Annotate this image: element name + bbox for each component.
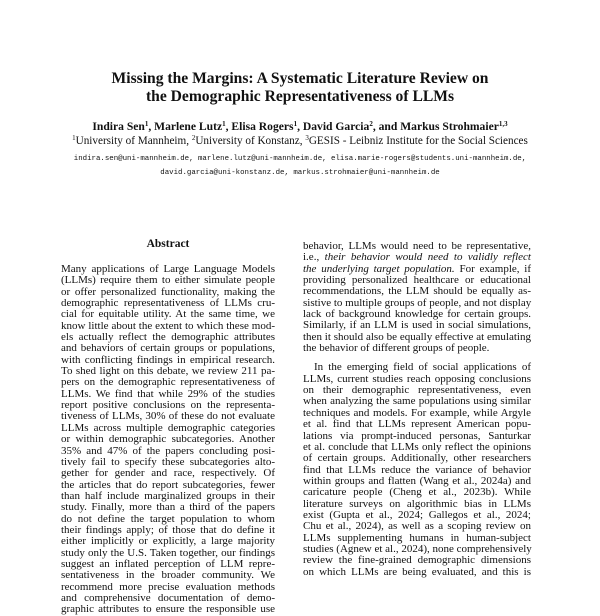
- text-line: pers on the demographic representativeness of: [61, 376, 275, 389]
- text-line: sentativeness in the broader community. We: [61, 569, 275, 582]
- text-line: find that LLMs reduce the variance of behavior: [303, 463, 531, 476]
- author-list: Indira Sen$^1$, Marlene Lutz$^1$, Elisa Rogers$^1$, David Garcia$^2$, and Markus Strohmaier$^{1,3}$: [92, 120, 508, 133]
- text-line: To shed light on this debate, we review 211 pa-: [61, 365, 275, 378]
- paper-title: [0, 70, 600, 106]
- author-emails: [0, 152, 600, 180]
- title-line: the Demographic Representativeness of LLMs: [145, 88, 455, 105]
- text-line: studies (Agnew et al., 2024), none comprehensively: [303, 542, 532, 555]
- text-line: with conflicting findings in empirical research.: [61, 353, 275, 366]
- text-line: cial for equitable utility. At the same time, we: [61, 308, 275, 321]
- text-line: of certain groups. Additionally, other researchers: [303, 452, 531, 465]
- author: Elisa Rogers$^1$: [231, 120, 298, 133]
- author: Markus Strohmaier$^{1,3}$: [400, 120, 508, 133]
- text-line: recommendations, the LLM should be equally as-: [303, 285, 531, 298]
- text-line: behavior, LLMs would need to be representative,: [303, 240, 531, 252]
- text-line: els actually reflect the demographic attributes: [61, 331, 275, 344]
- text-line: techniques and models. For example, while Argyle: [303, 406, 531, 419]
- text-line: Many applications of Large Language Models: [61, 263, 275, 275]
- text-line: lack of background knowledge for certain groups.: [303, 308, 531, 321]
- text-line: do not define the target population to whom: [61, 512, 275, 525]
- email-line: indira.sen@uni-mannheim.de, marlene.lutz@uni-mannheim.de, elisa.marie-rogers@students.uni-mannheim.de,: [73, 155, 527, 163]
- text-line: In the emerging field of social applications of: [314, 361, 531, 374]
- text-line: their findings apply; of those that do define it: [61, 523, 275, 536]
- abstract-body: [61, 263, 275, 616]
- text-line: review the fine-grained demographic dimensions: [303, 554, 531, 567]
- text-line: lations via prompt-induced personas, Santurkar: [303, 429, 531, 442]
- text-line: study only the U.S. Taken together, our findings: [61, 546, 275, 559]
- author: Indira Sen$^1$: [92, 120, 149, 133]
- text-line: suggest an inflated perception of LLM repre-: [61, 557, 275, 570]
- text-line: gether for gender and race, respectively. Of: [61, 467, 275, 480]
- text-line: on their demographic representativeness, even: [303, 384, 531, 397]
- text-line: exist (Gupta et al., 2024; Gallegos et al., 2024;: [303, 508, 531, 521]
- text-line: demographic representativeness of LLMs cru-: [61, 297, 275, 310]
- text-line: literature surveys on algorithmic bias in LLMs: [303, 497, 531, 510]
- text-line: Chu et al., 2024), as well as a scoping review on: [303, 520, 531, 533]
- text-line: and behaviors of certain groups or populations,: [61, 342, 275, 355]
- text-line: the underlying target population. For example, if: [303, 262, 531, 275]
- text-line: LLMs. We find that while 29% of the studies: [61, 387, 275, 400]
- text-line: tiveness of LLMs, 30% of these do not evaluate: [61, 410, 275, 423]
- text-line: when analyzing the same populations using similar: [303, 395, 531, 408]
- introduction-text: [303, 241, 531, 600]
- affiliations: $^1$University of Mannheim, $^2$University of Konstanz, $^3$GESIS - Leibniz Institute for the Social Sciences: [72, 134, 528, 147]
- text-line: recommend more precise evaluation methods: [61, 580, 275, 593]
- text-line: LLMs across multiple demographic categories: [61, 421, 275, 434]
- author: David Garcia$^2$: [302, 120, 373, 133]
- text-line: or offer personalized functionality, making the: [61, 285, 275, 298]
- text-line: Similarly, if an LLM is used in social simulations,: [303, 319, 531, 332]
- text-line: et al. conclude that LLMs only reflect the opinions: [303, 440, 531, 453]
- text-line: on which LLMs are being evaluated, and this is: [303, 565, 531, 578]
- text-line: providing personalized healthcare or educational: [303, 274, 531, 287]
- text-line: tively fail to specify these subcategories alto-: [61, 455, 275, 468]
- text-line: either implicitly or explicitly, a large majority: [61, 535, 275, 548]
- email-line: david.garcia@uni-konstanz.de, markus.strohmaier@uni-mannheim.de: [160, 169, 440, 177]
- text-line: the articles that do report subcategories, fewer: [61, 478, 275, 491]
- abstract-heading: Abstract: [146, 238, 190, 250]
- text-line: 35% and 47% of the papers concluding posi-: [61, 444, 275, 457]
- text-line: than half include marginalized groups in their: [61, 489, 275, 502]
- text-line: know little about the extent to which these mod-: [61, 319, 275, 332]
- text-line: report positive conclusions on the representa-: [61, 399, 275, 412]
- text-line: (LLMs) require them to either simulate people: [61, 274, 275, 287]
- text-line: LLMs supplementing humans in human-subject: [303, 531, 531, 544]
- text-line: caricature people (Cheng et al., 2023b). While: [303, 486, 531, 499]
- text-line: then it should also be equally effective at emulating: [303, 330, 531, 343]
- text-line: graphic attributes to ensure the responsible use: [61, 603, 275, 616]
- author: Marlene Lutz$^1$: [154, 120, 226, 133]
- text-line: the behavior of different groups of people.: [303, 342, 490, 355]
- text-line: et al. find that LLMs represent American popu-: [303, 418, 531, 431]
- text-line: LLMs, current studies reach opposing conclusions: [303, 372, 531, 385]
- text-line: and comprehensive documentation of demo-: [61, 591, 275, 604]
- text-line: within groups and flatten (Wang et al., 2024a) and: [303, 474, 531, 487]
- text-line: study. Finally, more than a third of the papers: [61, 501, 275, 514]
- text-line: i.e., their behavior would need to validly reflect: [303, 251, 531, 264]
- title-line: Missing the Margins: A Systematic Literature Review on: [111, 70, 489, 87]
- text-line: sistive to multiple groups of people, and not display: [303, 296, 532, 309]
- text-line: or within demographic subcategories. Another: [61, 433, 275, 446]
